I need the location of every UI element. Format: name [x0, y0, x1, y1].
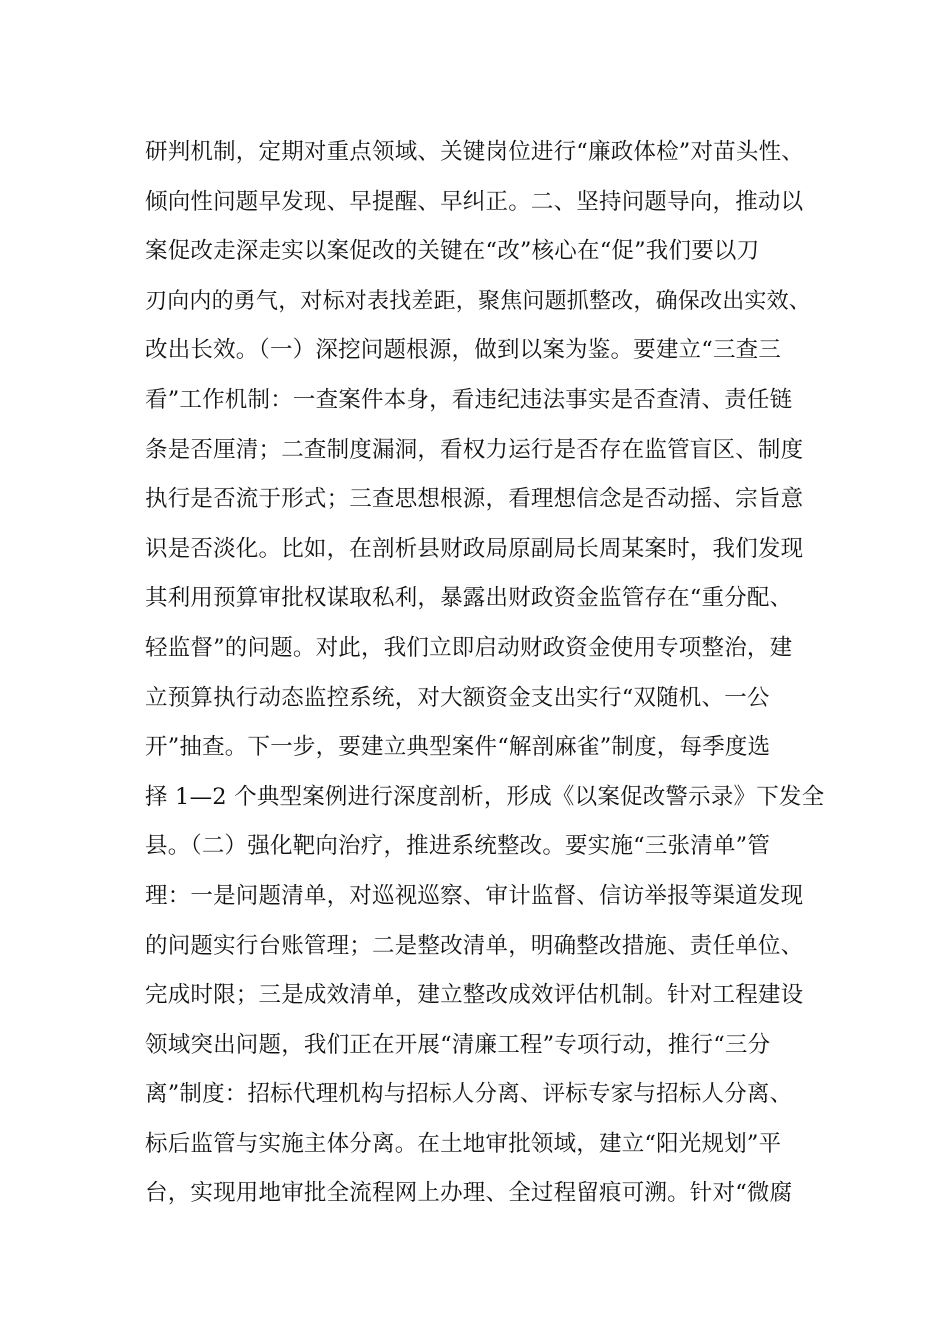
text-line: 其利用预算审批权谋取私利，暴露出财政资金监管存在“重分配、 — [145, 585, 793, 612]
text-line: 县。（二）强化靶向治疗，推进系统整改。要实施“三张清单”管 — [145, 833, 771, 860]
text-line: 执行是否流于形式；三查思想根源，看理想信念是否动摇、宗旨意 — [145, 486, 804, 513]
text-line: 离”制度：招标代理机构与招标人分离、评标专家与招标人分离、 — [145, 1081, 793, 1108]
text-line: 轻监督”的问题。对此，我们立即启动财政资金使用专项整治，建 — [145, 634, 793, 661]
text-line: 案促改走深走实以案促改的关键在“改”核心在“促”我们要以刀 — [145, 238, 760, 265]
text-line: 领域突出问题，我们正在开展“清廉工程”专项行动，推行“三分 — [145, 1031, 771, 1058]
text-line: 研判机制，定期对重点领域、关键岗位进行“廉政体检”对苗头性、 — [145, 139, 805, 165]
text-line: 完成时限；三是成效清单，建立整改成效评估机制。针对工程建设 — [145, 982, 804, 1009]
text-line: 识是否淡化。比如，在剖析县财政局原副局长周某案时，我们发现 — [145, 535, 804, 562]
text-line: 择 1—2 个典型案例进行深度剖析，形成《以案促改警示录》下发全 — [145, 783, 825, 810]
text-line: 开”抽查。下一步，要建立典型案件“解剖麻雀”制度，每季度选 — [145, 734, 771, 761]
text-line: 刃向内的勇气，对标对表找差距，聚焦问题抓整改，确保改出实效、 — [145, 288, 812, 314]
body-text — [145, 128, 825, 1219]
text-line: 倾向性问题早发现、早提醒、早纠正。二、坚持问题导向，推动以 — [145, 188, 804, 215]
text-line: 条是否厘清；二查制度漏洞，看权力运行是否存在监管盲区、制度 — [145, 436, 804, 463]
text-line: 理：一是问题清单，对巡视巡察、审计监督、信访举报等渠道发现 — [145, 882, 804, 909]
text-line: 标后监管与实施主体分离。在土地审批领域，建立“阳光规划”平 — [145, 1130, 782, 1157]
text-line: 看”工作机制：一查案件本身，看违纪违法事实是否查清、责任链 — [145, 386, 793, 413]
text-line: 改出长效。（一）深挖问题根源，做到以案为鉴。要建立“三查三 — [145, 337, 782, 364]
text-line: 的问题实行台账管理；二是整改清单，明确整改措施、责任单位、 — [145, 932, 804, 959]
text-line: 台，实现用地审批全流程网上办理、全过程留痕可溯。针对“微腐 — [145, 1180, 793, 1207]
text-line: 立预算执行动态监控系统，对大额资金支出实行“双随机、一公 — [145, 684, 770, 711]
